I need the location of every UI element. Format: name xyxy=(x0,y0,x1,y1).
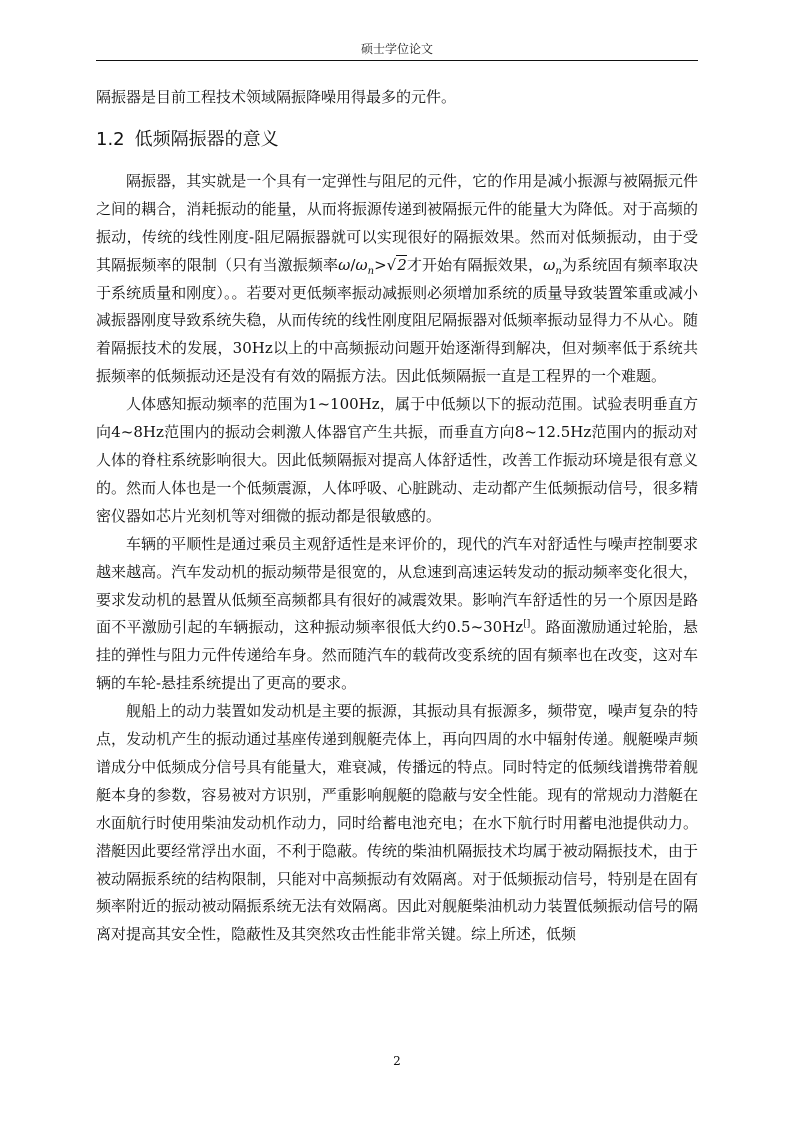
intro-paragraph: 隔振器是目前工程技术领域隔振降噪用得最多的元件。 xyxy=(96,88,457,106)
paragraph-1-text-b: 才开始有隔振效果， xyxy=(406,255,544,274)
sqrt-sign: √ xyxy=(386,255,397,274)
paragraph-3-text-b: 。路面激励通过轮胎，悬挂的弹性与阻力元件传递给车身。然而随汽车的载荷改变系统的固有频率也在改变，这对车辆的车轮-悬挂系统提出了更高的要求。 xyxy=(96,618,698,693)
paragraph-3 xyxy=(96,531,698,698)
paragraph-4: 舰船上的动力装置如发动机是主要的振源，其振动具有振源多，频带宽，噪声复杂的特点，发动机产生的振动通过基座传递到舰艇壳体上，再向四周的水中辐射传递。舰艇噪声频谱成分中低频成分信号具有能量大，难衰减，传播远的特点。同时特定的低频线谱携带着舰艇本身的参数，容易被对方识别，严重影响舰艇的隐蔽与安全性能。现有的常规动力潜艇在水面航行时使用柴油发动机作动力，同时给蓄电池充电；在水下航行时用蓄电池提供动力。潜艇因此要经常浮出水面，不利于隐蔽。传统的柴油机隔振技术均属于被动隔振技术，由于被动隔振系统的结构限制，只能对中高频振动有效隔离。对于低频振动信号，特别是在固有频率附近的振动被动隔振系统无法有效隔离。因此对舰艇柴油机动力装置低频振动信号的隔离对提高其安全性，隐蔽性及其突然攻击性能非常关键。综上所述，低频 xyxy=(96,702,698,944)
section-heading xyxy=(96,126,698,154)
subscript-n-2: n xyxy=(555,265,562,277)
subscript-n: n xyxy=(367,265,375,277)
section-number: 1.2 xyxy=(96,128,125,150)
paragraph-1-text-a: 隔振器，其实就是一个具有一定弹性与阻尼的元件，它的作用是减小振源与被隔振元件之间的耦合，消耗振动的能量，从而将振源传递到被隔振元件的能量大为降低。对于高频的振动，传统的线性刚度-阻尼隔振器就可以实现很好的隔振效果。然而对低频振动，由于受其隔振频率的限制（只有当激振频率 xyxy=(96,171,698,274)
omega-n-symbol: ω xyxy=(355,255,368,274)
citation-marker: [] xyxy=(523,619,531,630)
paragraph-1-text-c: 为系统固有频率取决于系统质量和刚度）。。若要对更低频率振动减振则必须增加系统的质量导致装置笨重或减小减振器刚度导致系统失稳，从而传统的线性刚度阻尼隔振器对低频率振动显得力不从心。随着隔振技术的发展，30Hz以上的中高频振动问题开始逐渐得到解决，但对频率低于系统共振频率的低频振动还是没有有效的隔振方法。因此低频隔振一直是工程界的一个难题。 xyxy=(96,255,698,386)
section-title: 低频隔振器的意义 xyxy=(134,128,279,150)
paragraph-2: 人体感知振动频率的范围为1~100Hz，属于中低频以下的振动范围。试验表明垂直方向4~8Hz范围内的振动会刺激人体器官产生共振，而垂直方向8~12.5Hz范围内的振动对人体的脊柱系统影响很大。因此低频隔振对提高人体舒适性，改善工作振动环境是很有意义的。然而人体也是一个低频震源，人体呼吸、心脏跳动、走动都产生低频振动信号，很多精密仪器如芯片光刻机等对细微的振动都是很敏感的。 xyxy=(96,395,698,525)
sqrt-two xyxy=(387,255,407,274)
paragraph-1 xyxy=(96,168,698,391)
sqrt-radicand: 2 xyxy=(397,255,407,274)
fraction-slash: / xyxy=(350,255,356,274)
omega-symbol: ω xyxy=(338,255,351,274)
paragraph-3-text-a: 车辆的平顺性是通过乘员主观舒适性是来评价的，现代的汽车对舒适性与噪声控制要求越来越高。汽车发动机的振动频带是很宽的，从怠速到高速运转发动的振动频率变化很大，要求发动机的悬置从低频至高频都具有很好的减震效果。影响汽车舒适性的另一个原因是路面不平激励引起的车辆振动，这种振动频率很低大约0.5~30Hz xyxy=(96,534,698,637)
omega-n-symbol-2: ω xyxy=(543,255,556,274)
body-text xyxy=(96,84,698,949)
page-number: 2 xyxy=(393,1054,401,1068)
running-header: 硕士学位论文 xyxy=(360,42,433,56)
greater-than: > xyxy=(374,255,387,274)
header-rule xyxy=(96,60,698,61)
